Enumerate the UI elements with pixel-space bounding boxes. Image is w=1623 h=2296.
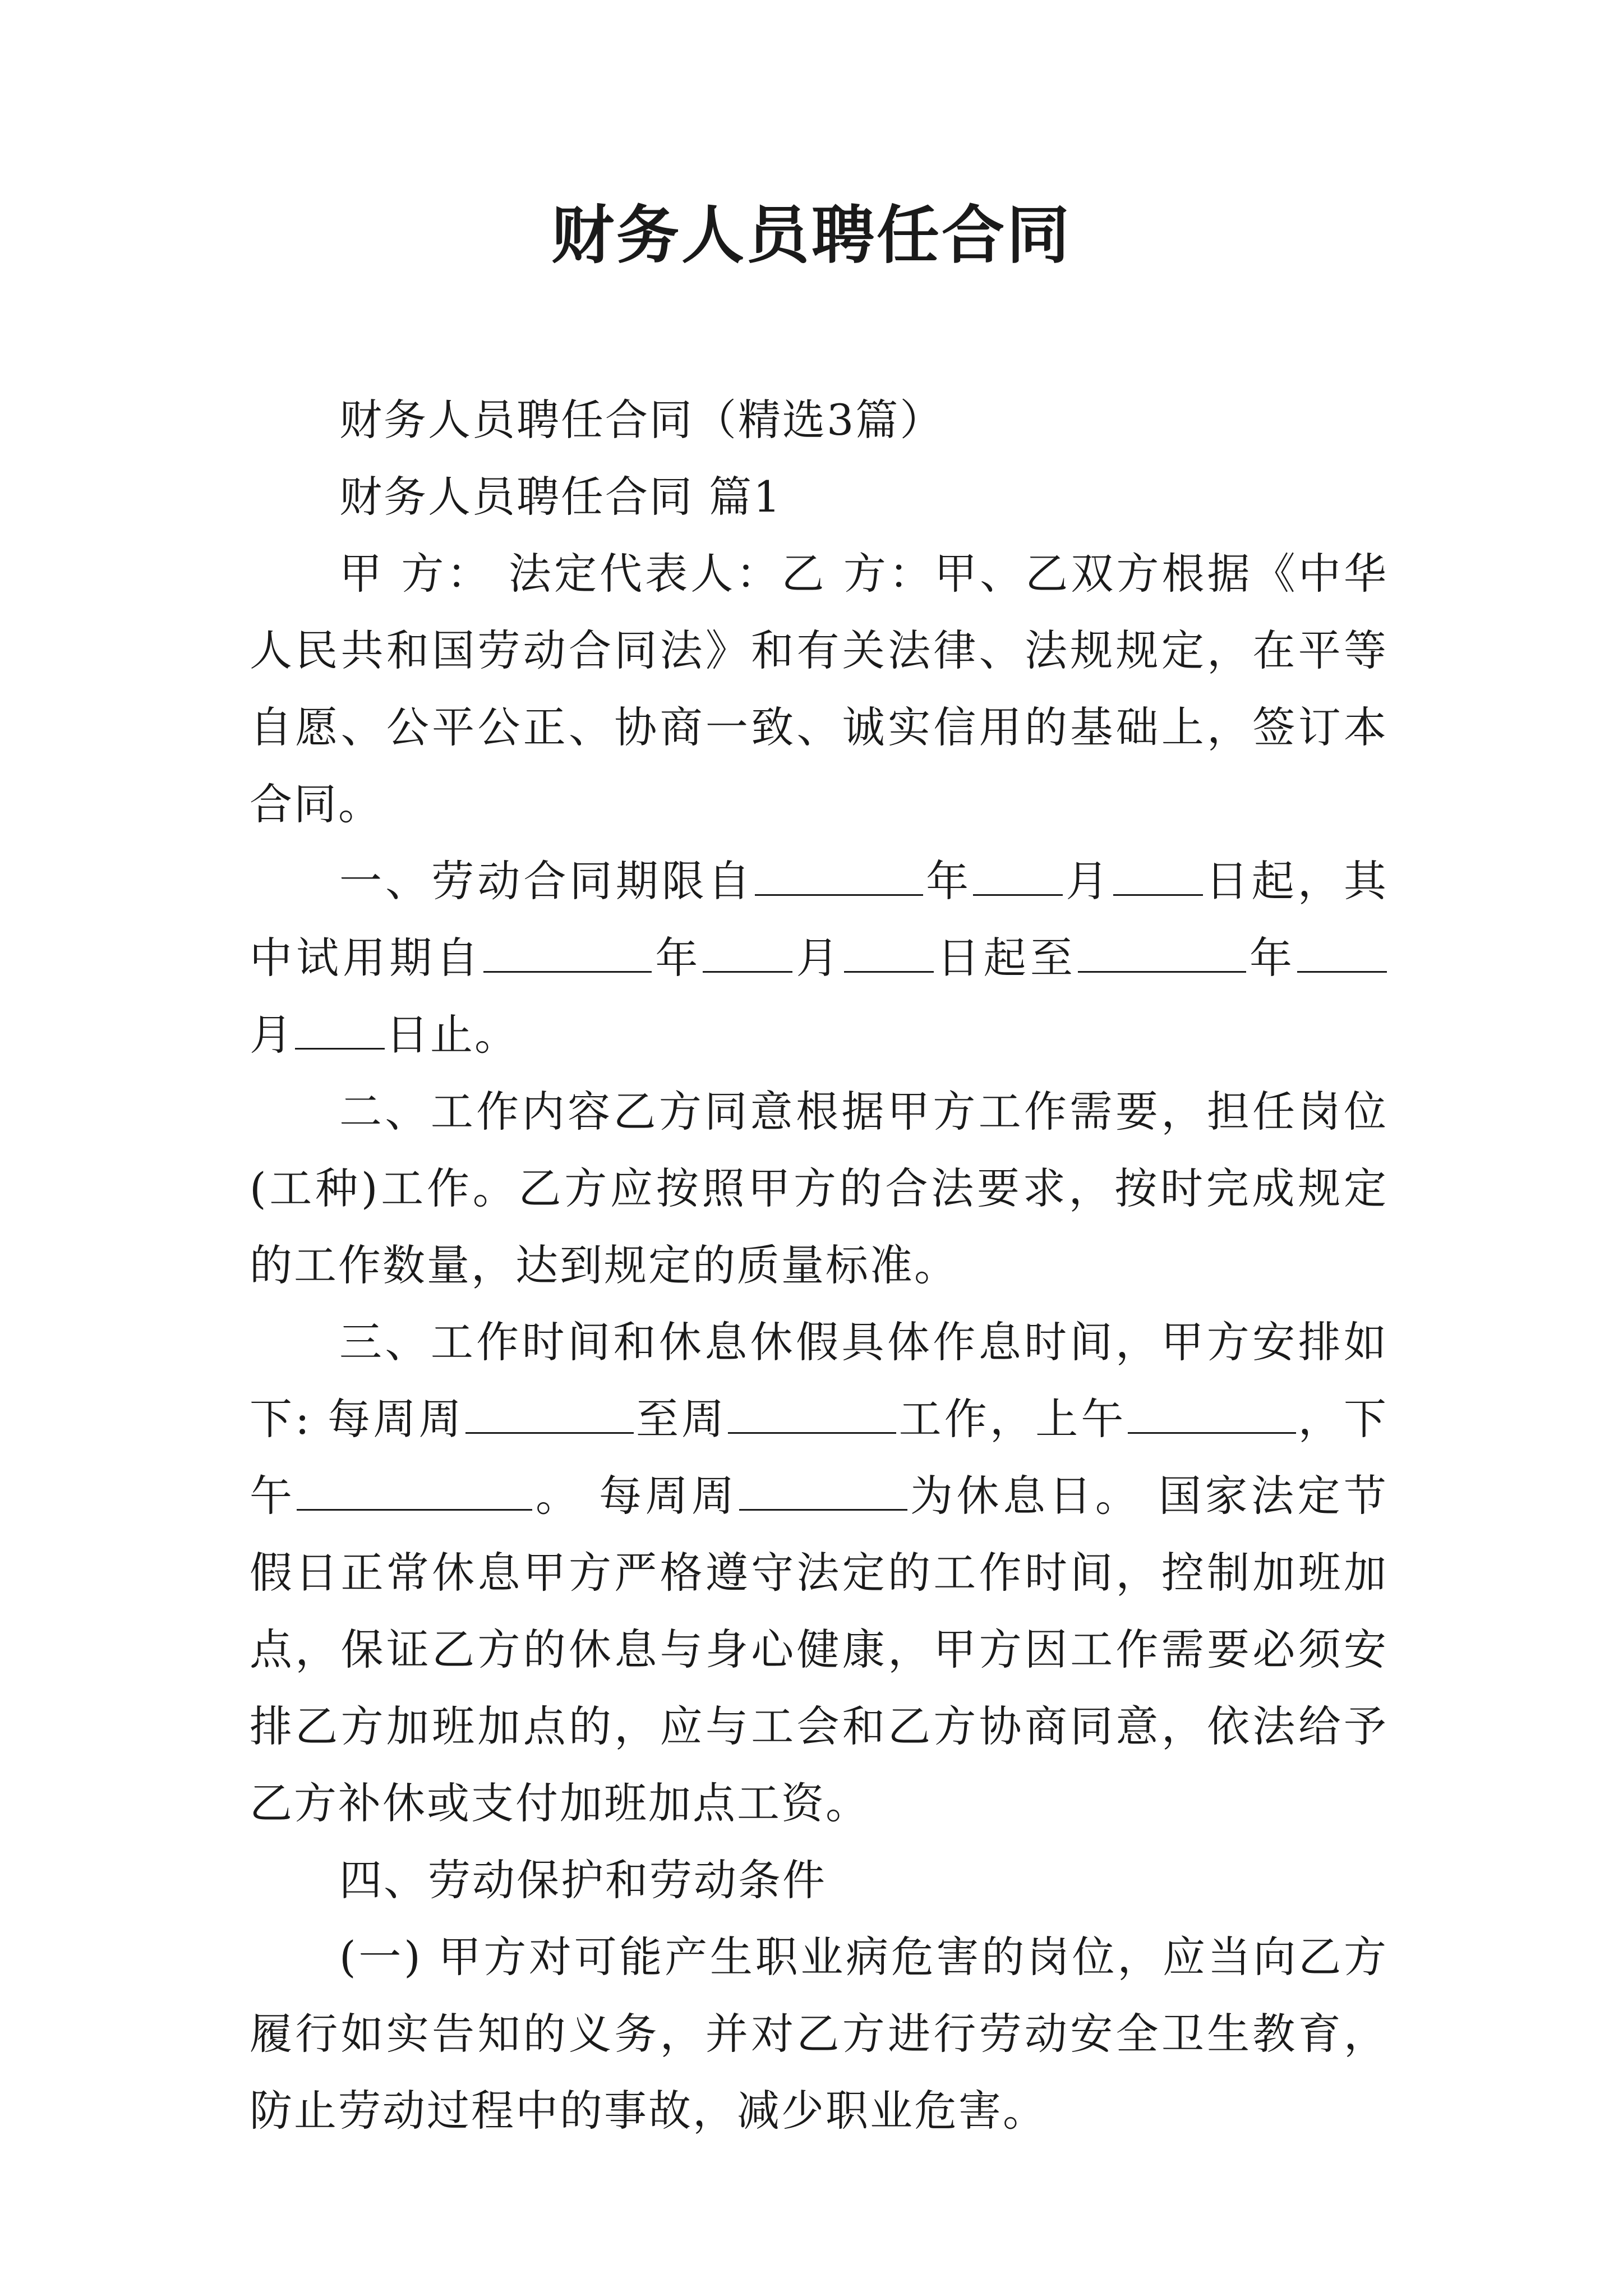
- term-text: 日止。: [386, 1010, 519, 1060]
- blank-line: [1297, 935, 1387, 973]
- protection-heading: 四、劳动保护和劳动条件: [339, 1855, 827, 1905]
- work-content-paragraph: 二、工作内容乙方同意根据甲方工作需要，担任岗位(工种)工作。乙方应按照甲方的合法要求，按时完成规定的工作数量，达到规定的质量标准。: [250, 1087, 1388, 1290]
- section-heading: 财务人员聘任合同 篇1: [339, 472, 782, 522]
- term-text: 年: [924, 856, 972, 906]
- blank-line: [1078, 935, 1246, 973]
- blank-line: [295, 1012, 385, 1050]
- term-text: 月: [794, 933, 843, 983]
- blank-line: [703, 935, 792, 973]
- blank-line: [465, 1396, 634, 1434]
- hours-text: 工作，上午: [897, 1394, 1127, 1444]
- blank-line: [973, 858, 1063, 896]
- term-text: 日起至: [934, 933, 1077, 983]
- parties-paragraph: 甲 方： 法定代表人：乙 方：甲、乙双方根据《中华人民共和国劳动合同法》和有关法律、法规规定，在平等自愿、公平公正、协商一致、诚实信用的基础上，签订本合同。: [250, 549, 1388, 829]
- hours-text: 为休息日。 国家法定节假日正常休息甲方严格遵守法定的工作时间，控制加班加点，保证乙方的休息与身心健康，甲方因工作需要必须安排乙方加班加点的，应与工会和乙方协商同意，依法给予乙方补休或支付加班加点工资。: [250, 1471, 1388, 1828]
- term-text: 月: [1064, 856, 1112, 906]
- blank-line: [1128, 1396, 1296, 1434]
- term-text: 月: [250, 1010, 294, 1060]
- working-hours-paragraph: [250, 1304, 1388, 1842]
- document-body: [250, 381, 1388, 2149]
- term-text: 日起，其中试用期自: [250, 856, 1389, 983]
- term-text: 年: [1247, 933, 1297, 983]
- hours-text: 。 每周周: [533, 1471, 738, 1521]
- hours-text: ，下午: [250, 1394, 1389, 1521]
- term-text: 一、劳动合同期限自: [339, 856, 754, 906]
- term-text: 年: [653, 933, 702, 983]
- contract-term-paragraph: [250, 843, 1388, 1073]
- blank-line: [297, 1473, 532, 1511]
- hours-text: 至周: [634, 1394, 727, 1444]
- blank-line: [1113, 858, 1203, 896]
- blank-line: [483, 935, 652, 973]
- document-title: 财务人员聘任合同: [551, 199, 1072, 272]
- subtitle: 财务人员聘任合同（精选3篇）: [339, 395, 944, 445]
- blank-line: [755, 858, 923, 896]
- hours-text: 三、工作时间和休息休假具体作息时间，甲方安排如下: 每周周: [250, 1317, 1388, 1444]
- protection-clause-1: (一) 甲方对可能产生职业病危害的岗位，应当向乙方履行如实告知的义务，并对乙方进行劳动安全卫生教育，防止劳动过程中的事故，减少职业危害。: [250, 1932, 1388, 2136]
- blank-line: [844, 935, 934, 973]
- blank-line: [728, 1396, 896, 1434]
- blank-line: [739, 1473, 907, 1511]
